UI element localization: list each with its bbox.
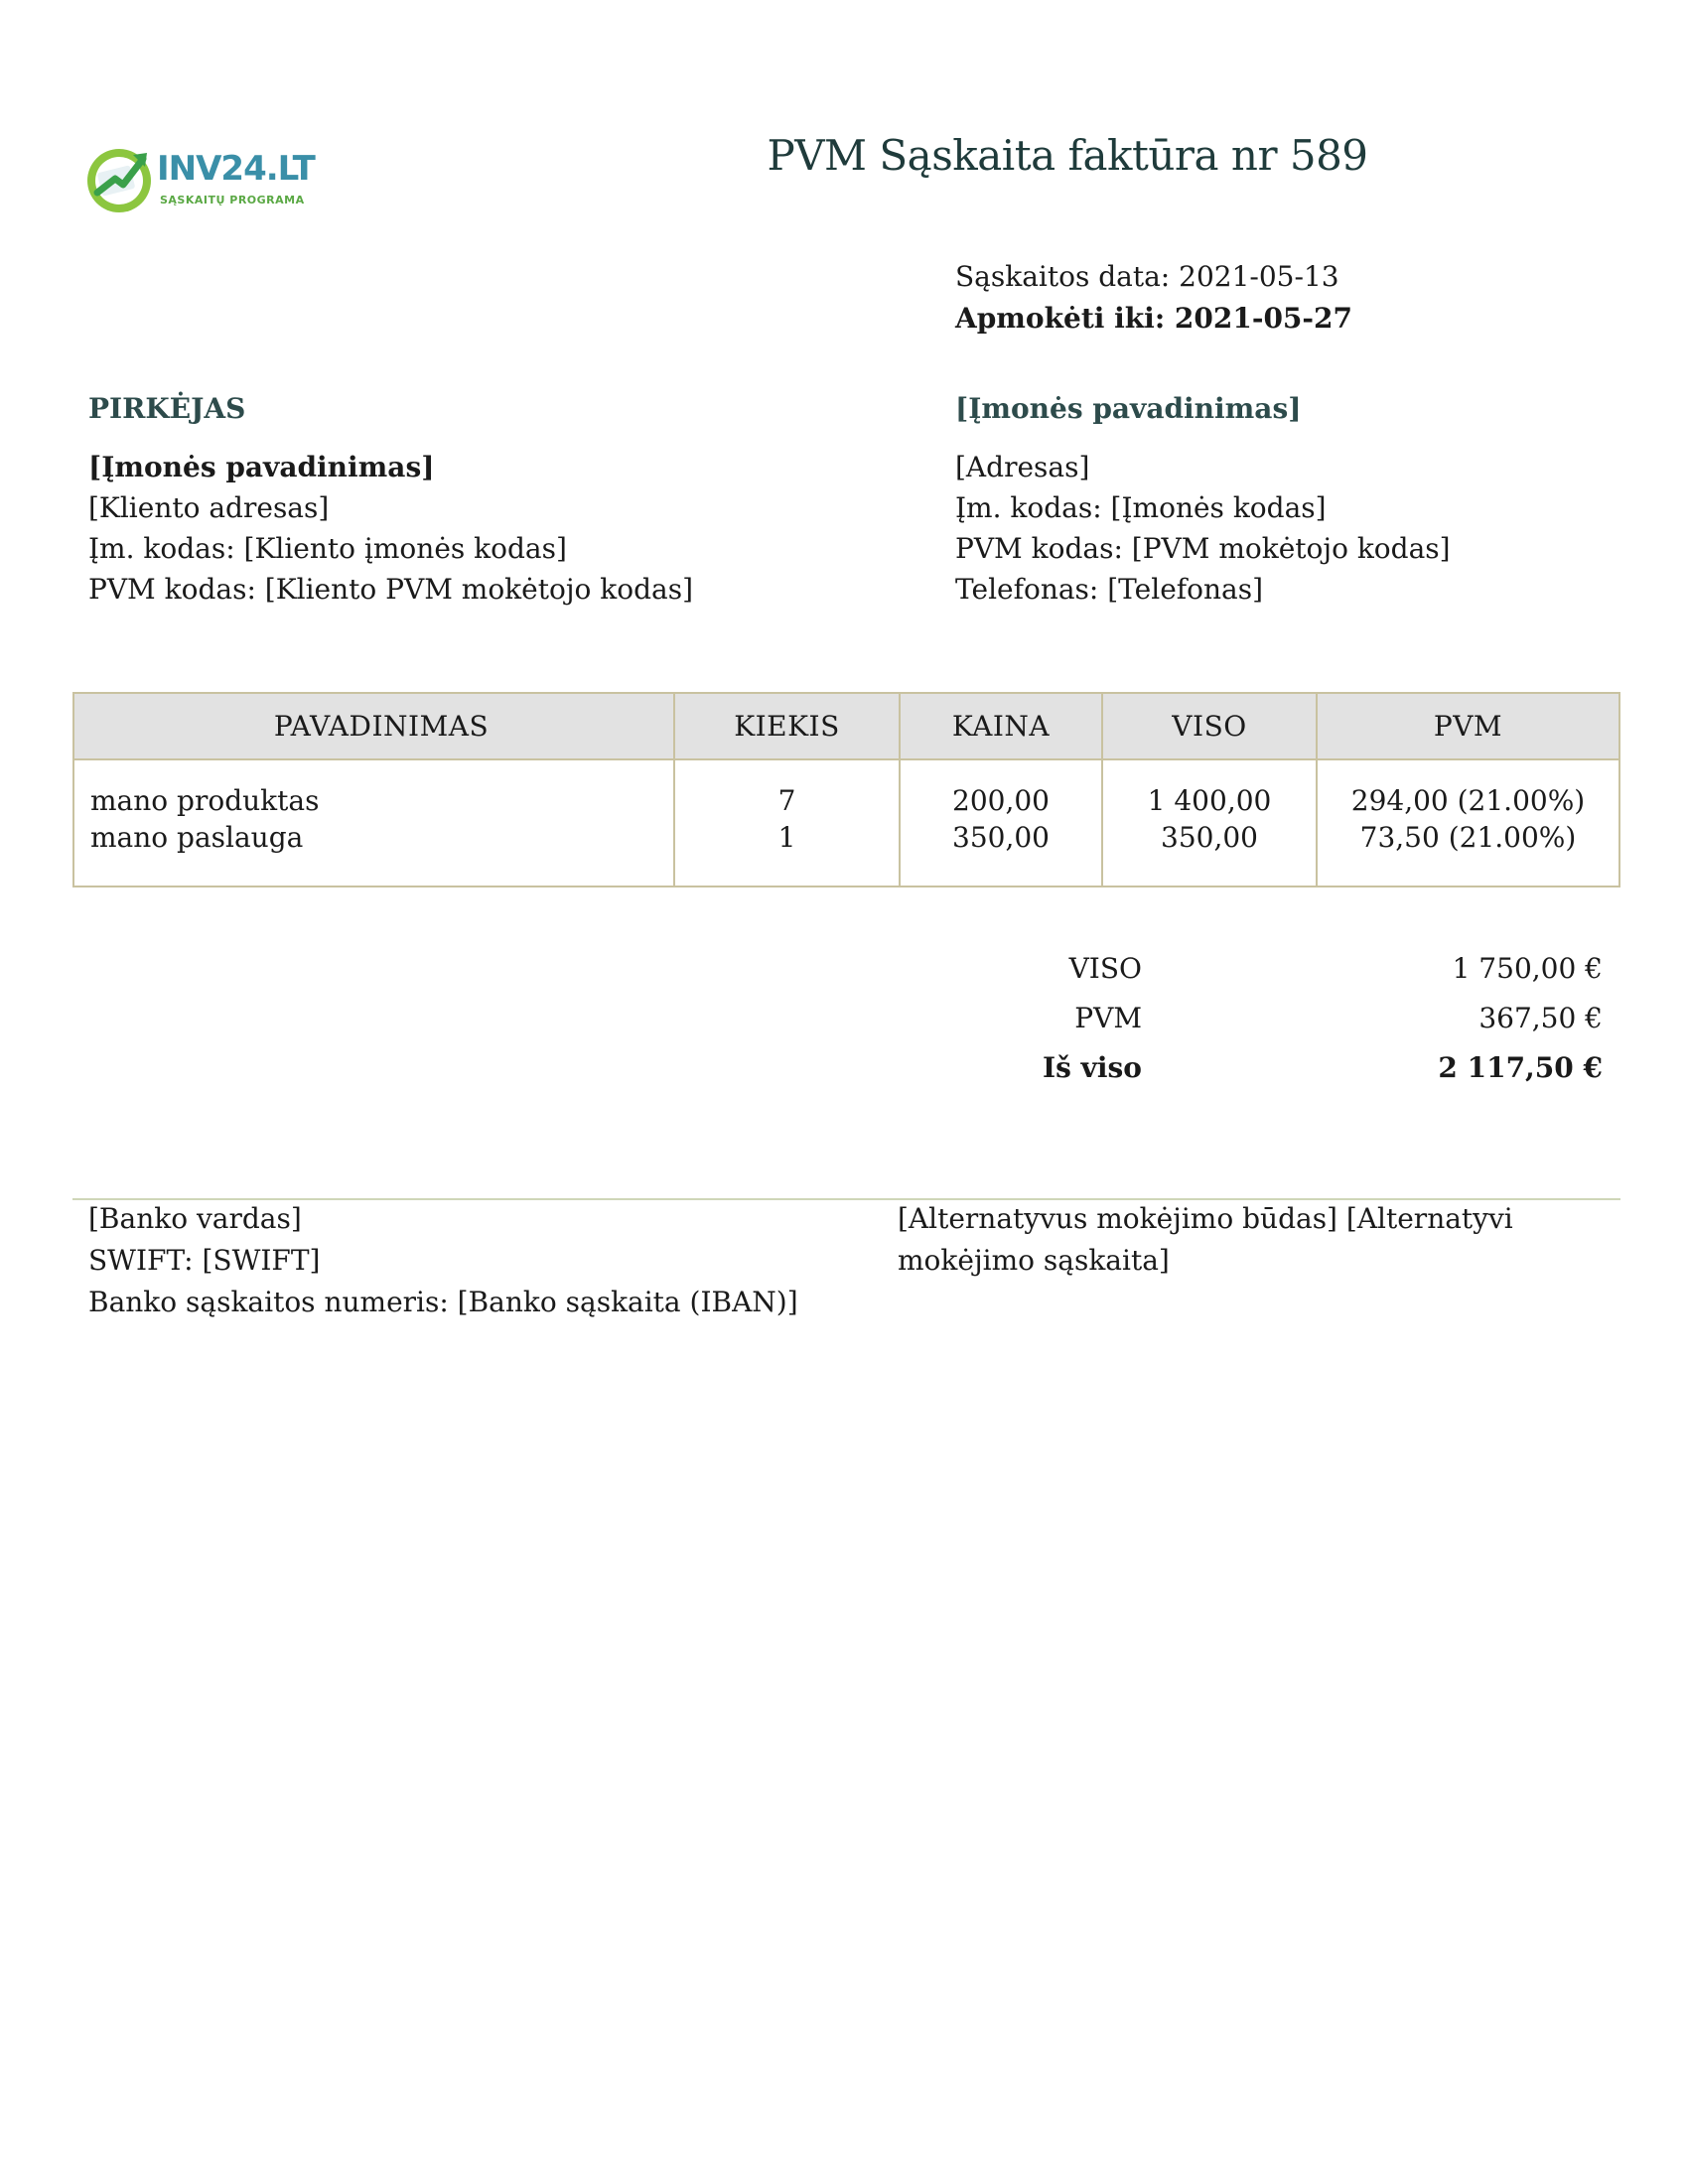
items-table — [72, 692, 1620, 887]
cell-quantities — [674, 759, 900, 887]
col-header-vat: PVM — [1317, 693, 1619, 759]
invoice-due-date: Apmokėti iki: 2021-05-27 — [955, 302, 1352, 335]
cell-totals — [1102, 759, 1317, 887]
buyer-address: [Kliento adresas] — [88, 491, 330, 524]
buyer-details — [88, 447, 693, 610]
seller-vat-code: PVM kodas: [PVM mokėtojo kodas] — [955, 532, 1451, 565]
row-1-name: mano produktas — [90, 784, 320, 817]
grand-total-row — [993, 1042, 1609, 1092]
subtotal-row — [993, 943, 1609, 993]
subtotal-label: VISO — [1068, 951, 1142, 985]
bank-name: [Banko vardas] — [88, 1202, 302, 1235]
buyer-vat-code: PVM kodas: [Kliento PVM mokėtojo kodas] — [88, 573, 693, 606]
table-header-row — [73, 693, 1619, 759]
col-header-quantity: KIEKIS — [674, 693, 900, 759]
bank-iban: Banko sąskaitos numeris: [Banko sąskaita (IBAN)] — [88, 1286, 798, 1318]
row-1-total: 1 400,00 — [1147, 784, 1272, 817]
row-1-quantity: 7 — [777, 784, 796, 817]
vat-total-value: 367,50 € — [1478, 1001, 1603, 1034]
invoice-date: Sąskaitos data: 2021-05-13 — [955, 260, 1339, 293]
col-header-price: KAINA — [900, 693, 1102, 759]
row-2-total: 350,00 — [1161, 821, 1258, 854]
buyer-heading: PIRKĖJAS — [88, 392, 246, 425]
seller-heading: [Įmonės pavadinimas] — [955, 392, 1302, 425]
row-2-quantity: 1 — [777, 821, 796, 854]
bank-swift: SWIFT: [SWIFT] — [88, 1244, 321, 1277]
logo-tagline: SĄSKAITŲ PROGRAMA — [160, 194, 305, 206]
seller-phone: Telefonas: [Telefonas] — [955, 573, 1264, 606]
buyer-company-code: Įm. kodas: [Kliento įmonės kodas] — [88, 532, 567, 565]
row-1-price: 200,00 — [952, 784, 1050, 817]
table-row — [73, 759, 1619, 887]
row-1-vat: 294,00 (21.00%) — [1350, 784, 1586, 817]
row-2-vat: 73,50 (21.00%) — [1359, 821, 1577, 854]
subtotal-value: 1 750,00 € — [1452, 951, 1603, 985]
seller-details — [955, 447, 1451, 610]
grand-total-label: Iš viso — [1043, 1050, 1142, 1084]
vat-total-label: PVM — [1074, 1001, 1142, 1034]
alternative-payment: [Alternatyvus mokėjimo būdas] [Alternatyvi mokėjimo sąskaita] — [898, 1202, 1513, 1277]
buyer-company: [Įmonės pavadinimas] — [88, 451, 435, 483]
seller-company-code: Įm. kodas: [Įmonės kodas] — [955, 491, 1327, 524]
vat-total-row — [993, 993, 1609, 1042]
logo-name: INV24.LT — [157, 149, 315, 189]
totals-block — [993, 943, 1609, 1092]
cell-vats — [1317, 759, 1619, 887]
bank-details — [88, 1198, 798, 1323]
row-2-price: 350,00 — [952, 821, 1050, 854]
row-2-name: mano paslauga — [90, 821, 304, 854]
seller-address: [Adresas] — [955, 451, 1090, 483]
col-header-name: PAVADINIMAS — [73, 693, 674, 759]
grand-total-value: 2 117,50 € — [1438, 1050, 1603, 1084]
invoice-title: PVM Sąskaita faktūra nr 589 — [767, 131, 1368, 180]
col-header-total: VISO — [1102, 693, 1317, 759]
cell-prices — [900, 759, 1102, 887]
cell-names — [73, 759, 674, 887]
